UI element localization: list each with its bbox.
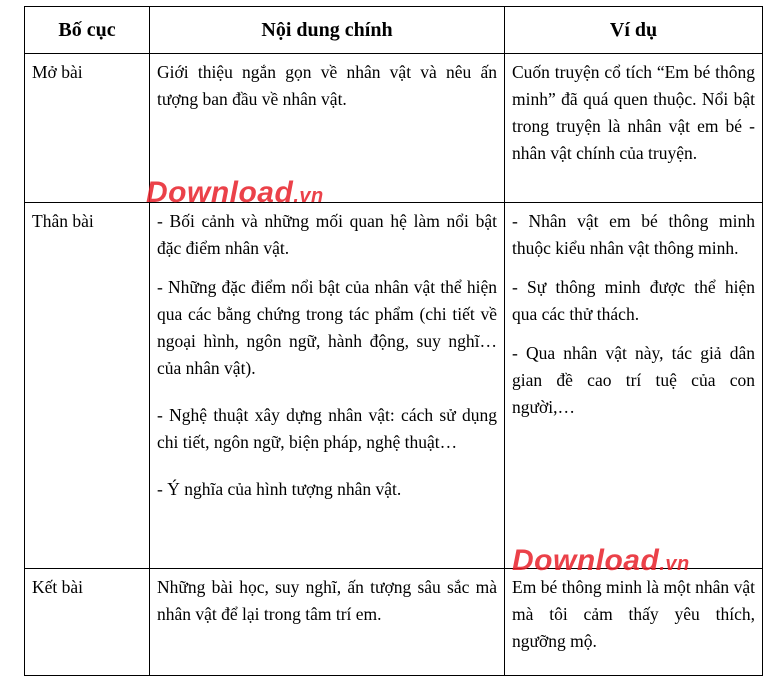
- table-row-mo-bai: [25, 54, 763, 203]
- content-paragraph: - Nghệ thuật xây dựng nhân vật: cách sử dụng chi tiết, ngôn ngữ, biện pháp, nghệ thuật…: [157, 405, 497, 452]
- cell-example: [505, 569, 763, 676]
- cell-content: [150, 569, 505, 676]
- content-paragraph: - Những đặc điểm nổi bật của nhân vật thể hiện qua các bằng chứng trong tác phẩm (chi tiết về ngoại hình, ngôn ngữ, hành động, suy nghĩ… của nhân vật).: [157, 277, 497, 378]
- watermark-suffix: .vn: [659, 553, 690, 575]
- table-row-ket-bai: [25, 569, 763, 676]
- watermark-suffix: .vn: [293, 185, 324, 207]
- header-row: [25, 7, 763, 54]
- header-noi-dung-chinh: Nội dung chính: [150, 7, 505, 54]
- example-paragraph: Em bé thông minh là một nhân vật mà tôi cảm thấy yêu thích, ngưỡng mộ.: [512, 577, 755, 651]
- outline-table: [24, 6, 763, 676]
- cell-section: Thân bài: [25, 203, 150, 569]
- example-paragraph: - Sự thông minh được thể hiện qua các thử thách.: [512, 277, 755, 324]
- cell-section: Kết bài: [25, 569, 150, 676]
- header-bo-cuc: Bố cục: [25, 7, 150, 54]
- cell-content: [150, 54, 505, 203]
- content-paragraph: Những bài học, suy nghĩ, ấn tượng sâu sắc mà nhân vật để lại trong tâm trí em.: [157, 577, 497, 624]
- cell-example: [505, 203, 763, 569]
- watermark-brand: Download: [146, 176, 294, 209]
- example-paragraph: Cuốn truyện cổ tích “Em bé thông minh” đã quá quen thuộc. Nổi bật trong truyện là nhân vật em bé - nhân vật chính của truyện.: [512, 62, 755, 163]
- cell-example: [505, 54, 763, 203]
- table-row-than-bai: [25, 203, 763, 569]
- cell-content: [150, 203, 505, 569]
- content-paragraph: - Bối cảnh và những mối quan hệ làm nổi bật đặc điểm nhân vật.: [157, 211, 497, 258]
- example-paragraph: - Qua nhân vật này, tác giả dân gian đề cao trí tuệ của con người,…: [512, 343, 755, 417]
- watermark-brand: Download: [512, 544, 660, 577]
- content-paragraph: - Ý nghĩa của hình tượng nhân vật.: [157, 479, 402, 499]
- example-paragraph: - Nhân vật em bé thông minh thuộc kiểu nhân vật thông minh.: [512, 211, 755, 258]
- document: [24, 6, 762, 676]
- content-paragraph: Giới thiệu ngắn gọn về nhân vật và nêu ấn tượng ban đầu về nhân vật.: [157, 62, 497, 109]
- cell-section: Mở bài: [25, 54, 150, 203]
- header-vi-du: Ví dụ: [505, 7, 763, 54]
